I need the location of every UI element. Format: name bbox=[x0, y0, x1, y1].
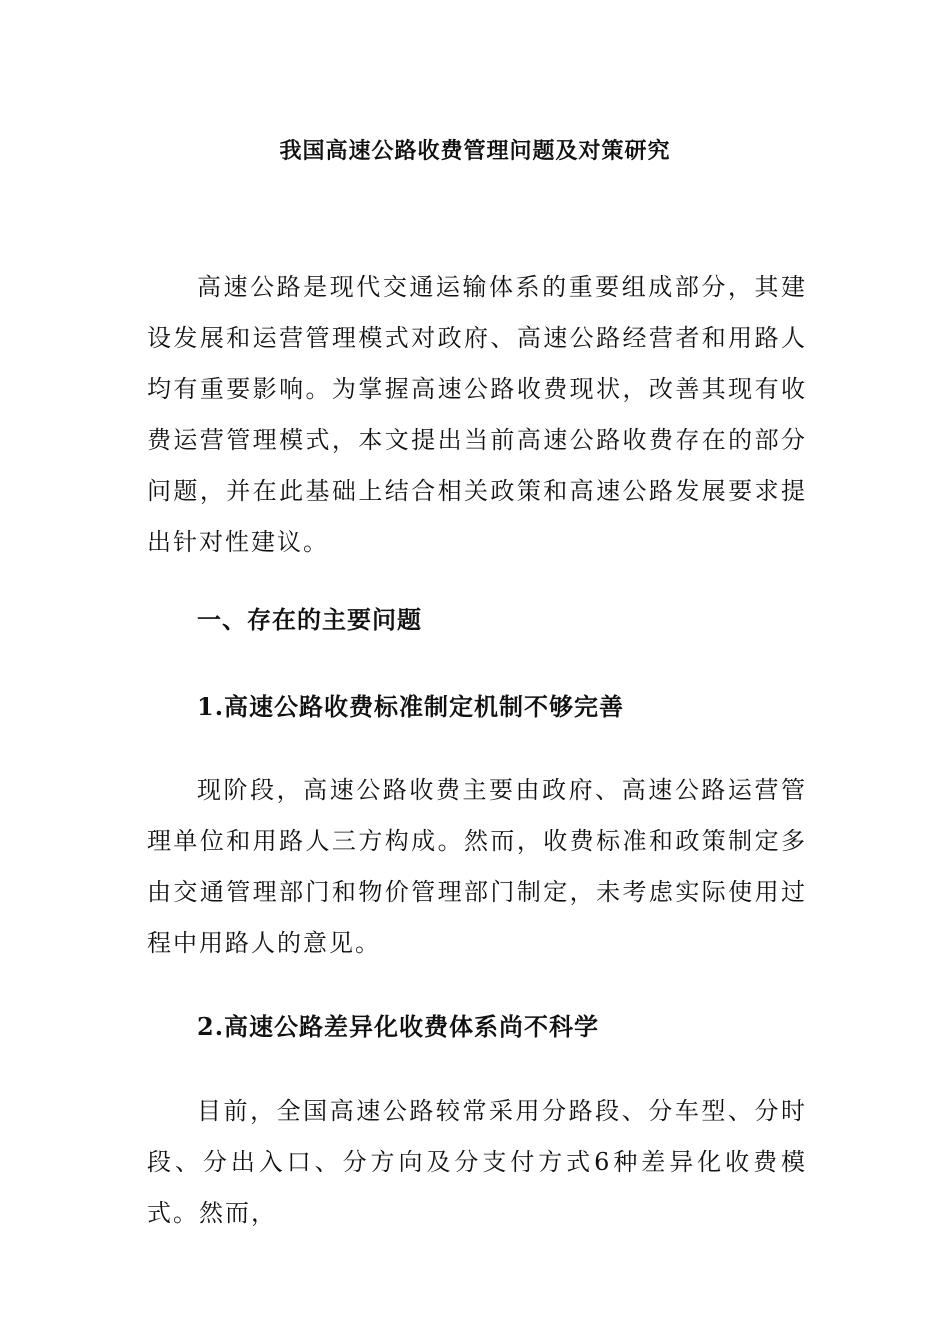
subsection-heading-2: 2.高速公路差异化收费体系尚不科学 bbox=[197, 1012, 600, 1041]
subsection-heading-1: 1.高速公路收费标准制定机制不够完善 bbox=[197, 692, 625, 721]
body-paragraph-2: 目前，全国高速公路较常采用分路段、分车型、分时段、分出入口、分方向及分支付方式6种差异化收费模式。然而， bbox=[147, 1097, 807, 1227]
section-heading-main-problems: 一、存在的主要问题 bbox=[197, 605, 422, 634]
body-paragraph-1: 现阶段，高速公路收费主要由政府、高速公路运营管理单位和用路人三方构成。然而，收费标准和政策制定多由交通管理部门和物价管理部门制定，未考虑实际使用过程中用路人的意见。 bbox=[147, 776, 807, 957]
document-title: 我国高速公路收费管理问题及对策研究 bbox=[279, 138, 671, 164]
intro-paragraph: 高速公路是现代交通运输体系的重要组成部分，其建设发展和运营管理模式对政府、高速公路经营者和用路人均有重要影响。为掌握高速公路收费现状，改善其现有收费运营管理模式，本文提出当前高速公路收费存在的部分问题，并在此基础上结合相关政策和高速公路发展要求提出针对性建议。 bbox=[147, 273, 807, 556]
